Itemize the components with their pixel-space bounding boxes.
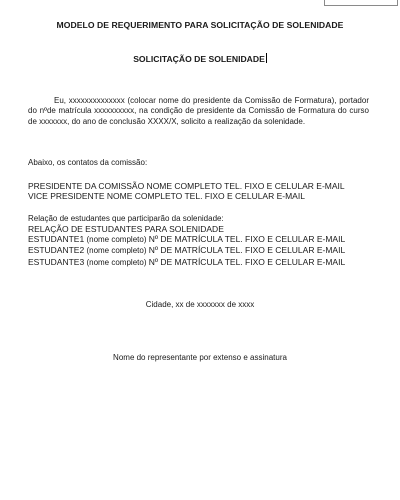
students-section bbox=[28, 214, 388, 268]
document-subtitle[interactable] bbox=[0, 53, 400, 64]
student-id: ESTUDANTE1 bbox=[28, 234, 85, 244]
signature-line: Nome do representante por extenso e assinatura bbox=[113, 353, 287, 362]
students-heading: RELAÇÃO DE ESTUDANTES PARA SOLENIDADE bbox=[28, 224, 224, 234]
student-name: (nome completo) bbox=[86, 246, 147, 256]
student-row bbox=[28, 234, 388, 245]
document-title: MODELO DE REQUERIMENTO PARA SOLICITAÇÃO DE SOLENIDADE bbox=[56, 20, 344, 30]
student-row bbox=[28, 257, 388, 268]
student-fields: Nº DE MATRÍCULA TEL. FIXO E CELULAR E-MAIL bbox=[148, 234, 346, 244]
text-cursor bbox=[266, 53, 267, 63]
commission-line-vice-president: VICE PRESIDENTE NOME COMPLETO TEL. FIXO E CELULAR E-MAIL bbox=[28, 191, 305, 202]
corner-frame bbox=[324, 0, 398, 6]
student-name: (nome completo) bbox=[86, 235, 147, 244]
contacts-label: Abaixo, os contatos da comissão: bbox=[28, 158, 148, 167]
student-row bbox=[28, 245, 388, 256]
student-fields: Nº DE MATRÍCULA TEL. FIXO E CELULAR E-MAIL bbox=[148, 256, 346, 267]
student-id: ESTUDANTE2 bbox=[28, 245, 85, 256]
student-id: ESTUDANTE3 bbox=[28, 256, 85, 267]
city-date: Cidade, xx de xxxxxxx de xxxx bbox=[145, 300, 255, 309]
students-label: Relação de estudantes que participarão da solenidade: bbox=[28, 214, 224, 223]
subtitle-text: SOLICITAÇÃO DE SOLENIDADE bbox=[133, 54, 265, 64]
intro-paragraph: Eu, xxxxxxxxxxxxxx (colocar nome do presidente da Comissão de Formatura), portador do nºde matrícula xxxxxxxxxx, na condição de presidente da Comissão de Formatura do curso de xxxxxxx, do ano de conclusão XXXX/X, solicito a realização da solenidade. bbox=[28, 96, 369, 126]
student-name: (nome completo) bbox=[86, 257, 147, 267]
commission-line-president: PRESIDENTE DA COMISSÃO NOME COMPLETO TEL. FIXO E CELULAR E-MAIL bbox=[28, 181, 345, 191]
commission-contacts bbox=[28, 181, 388, 202]
student-fields: Nº DE MATRÍCULA TEL. FIXO E CELULAR E-MAIL bbox=[148, 245, 346, 256]
